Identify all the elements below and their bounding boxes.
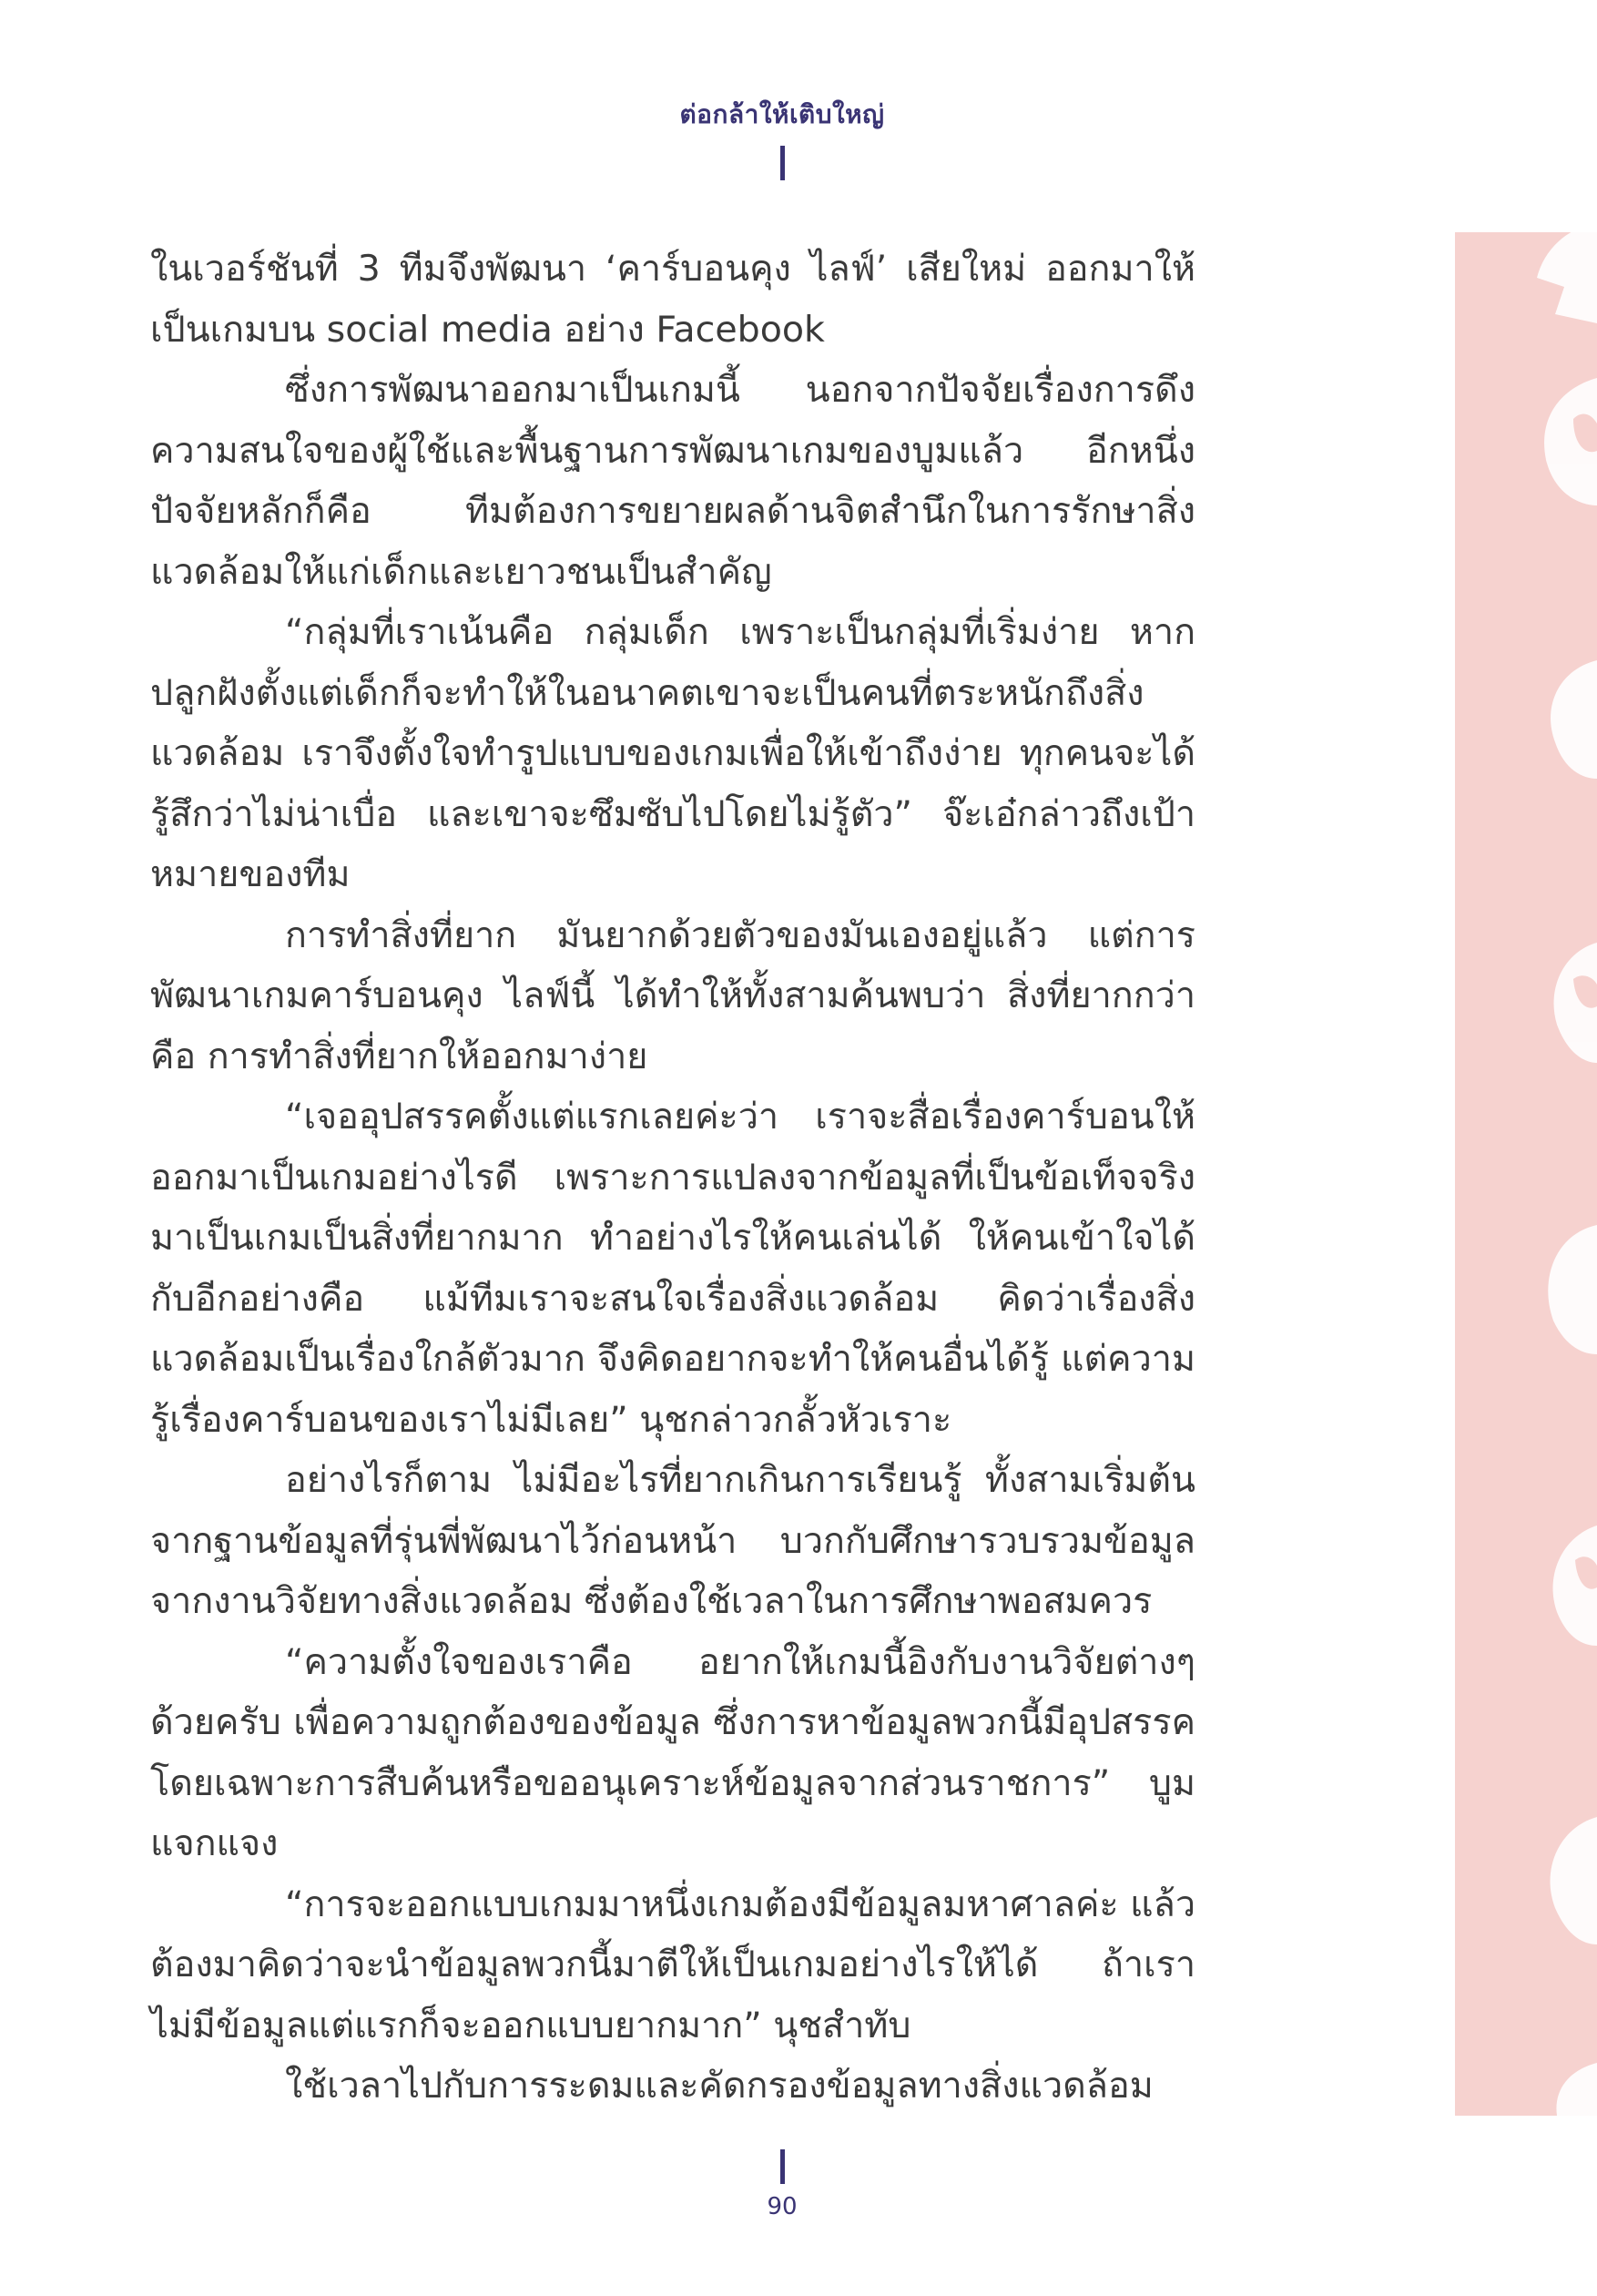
running-header: ต่อกล้าให้เติบใหญ่	[679, 99, 885, 129]
paragraph: “กลุ่มที่เราเน้นคือ กลุ่มเด็ก เพราะเป็นกลุ่มที่เริ่มง่าย หากปลูกฝังตั้งแต่เด็กก็จะทำให้ในอนาคตเขาจะเป็นคนที่ตระหนักถึงสิ่งแวดล้อม เราจึงตั้งใจทำรูปแบบของเกมเพื่อให้เข้าถึงง่าย ทุกคนจะได้รู้สึกว่าไม่น่าเบื่อ และเขาจะซึมซับไปโดยไม่รู้ตัว” จ๊ะเอ๋กล่าวถึงเป้าหมายของทีม	[150, 611, 1195, 895]
paragraph: อย่างไรก็ตาม ไม่มีอะไรที่ยากเกินการเรียนรู้ ทั้งสามเริ่มต้นจากฐานข้อมูลที่รุ่นพี่พัฒนาไว้ก่อนหน้า บวกกับศึกษารวบรวมข้อมูลจากงานวิจัยทางสิ่งแวดล้อม ซึ่งต้องใช้เวลาในการศึกษาพอสมควร	[150, 1459, 1195, 1622]
paragraph: ในเวอร์ชันที่ 3 ทีมจึงพัฒนา ‘คาร์บอนคุง ไลฟ์’ เสียใหม่ ออกมาให้เป็นเกมบน social media อย่าง Facebook	[150, 248, 1195, 351]
decorative-side-band	[1455, 232, 1597, 2116]
page-number: 90	[767, 2193, 798, 2220]
paragraph: การทำสิ่งที่ยาก มันยากด้วยตัวของมันเองอยู่แล้ว แต่การพัฒนาเกมคาร์บอนคุง ไลฟ์นี้ ได้ทำให้ทั้งสามค้นพบว่า สิ่งที่ยากกว่าคือ การทำสิ่งที่ยากให้ออกมาง่าย	[150, 913, 1195, 1077]
paragraph: ซึ่งการพัฒนาออกมาเป็นเกมนี้ นอกจากปัจจัยเรื่องการดึงความสนใจของผู้ใช้และพื้นฐานการพัฒนาเกมของบูมแล้ว อีกหนึ่งปัจจัยหลักก็คือ ทีมต้องการขยายผลด้านจิตสำนึกในการรักษาสิ่งแวดล้อมให้แก่เด็กและเยาวชนเป็นสำคัญ	[150, 369, 1195, 593]
header-divider	[780, 146, 785, 180]
body-text	[150, 239, 1195, 2117]
paragraph: ใช้เวลาไปกับการระดมและคัดกรองข้อมูลทางสิ่งแวดล้อม	[285, 2065, 1154, 2107]
paragraph: “ความตั้งใจของเราคือ อยากให้เกมนี้อิงกับงานวิจัยต่างๆ ด้วยครับ เพื่อความถูกต้องของข้อมูล ซึ่งการหาข้อมูลพวกนี้มีอุปสรรคโดยเฉพาะการสืบค้นหรือขออนุเคราะห์ข้อมูลจากส่วนราชการ” บูมแจกแจง	[150, 1640, 1195, 1864]
paragraph: “เจออุปสรรคตั้งแต่แรกเลยค่ะว่า เราจะสื่อเรื่องคาร์บอนให้ออกมาเป็นเกมอย่างไรดี เพราะการแปลงจากข้อมูลที่เป็นข้อเท็จจริงมาเป็นเกมเป็นสิ่งที่ยากมาก ทำอย่างไรให้คนเล่นได้ ให้คนเข้าใจได้ กับอีกอย่างคือ แม้ทีมเราจะสนใจเรื่องสิ่งแวดล้อม คิดว่าเรื่องสิ่งแวดล้อมเป็นเรื่องใกล้ตัวมาก จึงคิดอยากจะทำให้คนอื่นได้รู้ แต่ความรู้เรื่องคาร์บอนของเราไม่มีเลย” นุชกล่าวกลั้วหัวเราะ	[150, 1096, 1195, 1441]
globe-pattern-icon	[1455, 232, 1597, 2116]
footer-divider	[780, 2149, 785, 2184]
paragraph: “การจะออกแบบเกมมาหนึ่งเกมต้องมีข้อมูลมหาศาลค่ะ แล้วต้องมาคิดว่าจะนำข้อมูลพวกนี้มาตีให้เป็นเกมอย่างไรให้ได้ ถ้าเราไม่มีข้อมูลแต่แรกก็จะออกแบบยากมาก” นุชสำทับ	[150, 1883, 1195, 2046]
